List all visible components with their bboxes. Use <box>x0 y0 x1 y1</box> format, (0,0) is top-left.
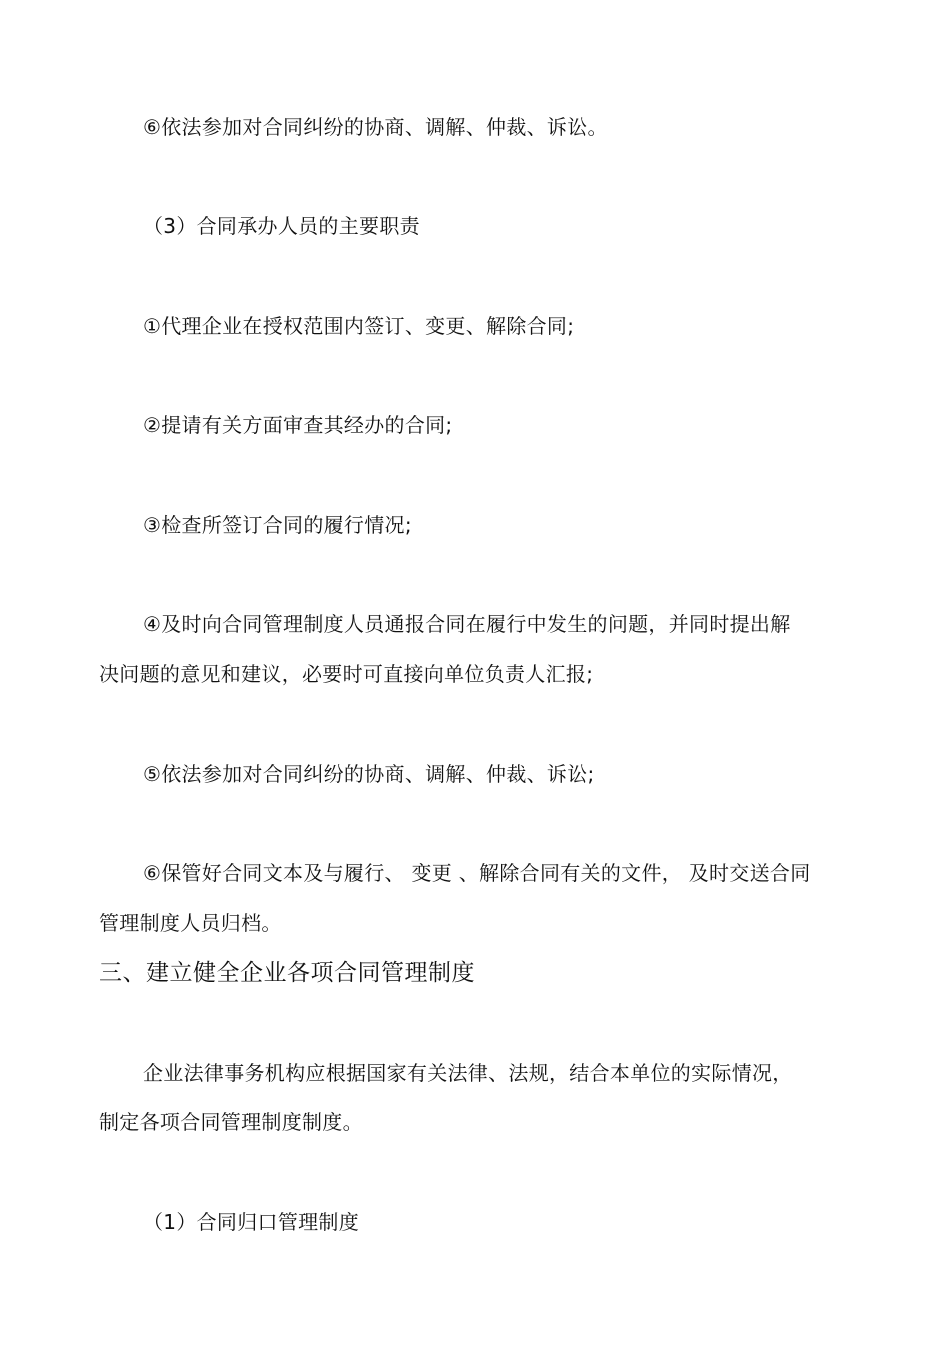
section-3-heading: 三、建立健全企业各项合同管理制度 <box>99 960 475 986</box>
item-6-dispute: ⑥依法参加对合同纠纷的协商、调解、仲裁、诉讼。 <box>143 115 608 139</box>
item-3-check: ③检查所签订合同的履行情况; <box>143 513 412 537</box>
paragraph-line1: 企业法律事务机构应根据国家有关法律、法规，结合本单位的实际情况， <box>143 1061 793 1085</box>
item-4-report-line2: 决问题的意见和建议，必要时可直接向单位负责人汇报; <box>99 662 594 686</box>
item-4-report-line1: ④及时向合同管理制度人员通报合同在履行中发生的问题，并同时提出解 <box>143 612 791 636</box>
item-1-sign: ①代理企业在授权范围内签订、变更、解除合同; <box>143 314 575 338</box>
item-6-archive-line1: ⑥保管好合同文本及与履行、 变更 、解除合同有关的文件， 及时交送合同 <box>143 861 811 885</box>
item-2-review: ②提请有关方面审查其经办的合同; <box>143 413 453 437</box>
item-5-dispute: ⑤依法参加对合同纠纷的协商、调解、仲裁、诉讼; <box>143 762 595 786</box>
subsection-3-heading: （3）合同承办人员的主要职责 <box>143 214 420 238</box>
subsection-1-heading: （1）合同归口管理制度 <box>143 1210 360 1234</box>
paragraph-line2: 制定各项合同管理制度制度。 <box>99 1110 363 1134</box>
item-6-archive-line2: 管理制度人员归档。 <box>99 911 282 935</box>
